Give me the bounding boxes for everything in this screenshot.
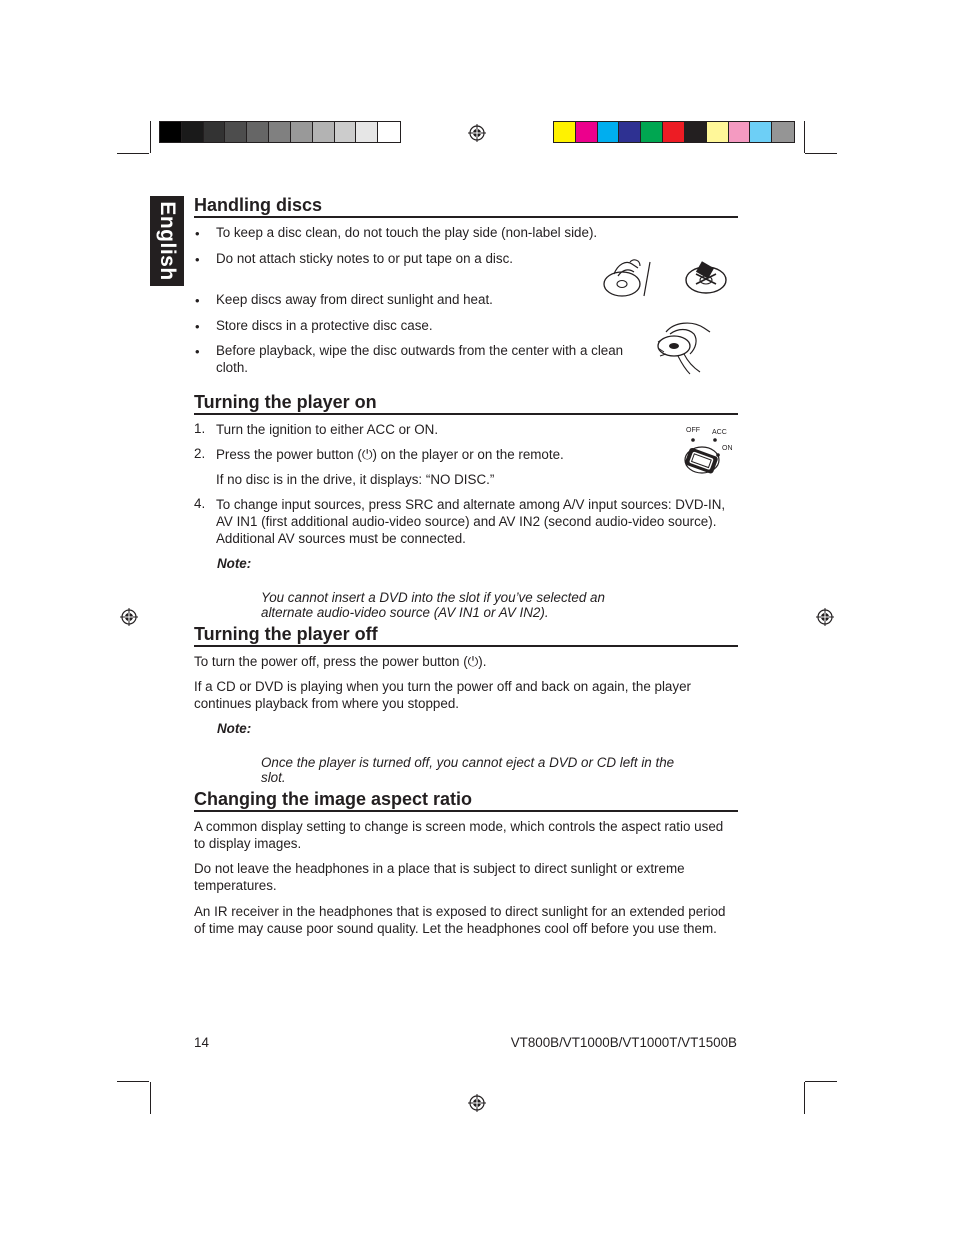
model-numbers: VT800B/VT1000B/VT1000T/VT1500B — [510, 1035, 737, 1050]
color-swatch — [598, 122, 620, 142]
hand-holding-disc-icon — [600, 256, 658, 300]
section-title-aspect-ratio: Changing the image aspect ratio — [194, 788, 738, 812]
bullet-icon: • — [195, 293, 200, 308]
taped-disc-icon — [682, 260, 730, 296]
crop-mark — [805, 153, 837, 154]
step-number: 1. — [194, 421, 206, 436]
step-text: Turn the ignition to either ACC or ON. — [216, 422, 439, 437]
crop-mark — [117, 153, 149, 154]
section-title-turning-off: Turning the player off — [194, 623, 738, 647]
ignition-key-icon — [672, 424, 742, 484]
note-text: Once the player is turned off, you cannot eject a DVD or CD left in the slot. — [261, 755, 675, 786]
registration-mark-icon — [468, 1094, 486, 1112]
color-swatch — [772, 122, 794, 142]
color-swatch — [378, 122, 400, 142]
color-swatch — [247, 122, 269, 142]
crop-mark — [150, 121, 151, 153]
ignition-label-acc: ACC — [712, 429, 727, 436]
step-text: Press the power button (⏻) on the player or on the remote. — [216, 447, 564, 462]
list-item: To keep a disc clean, do not touch the play side (non-label side). — [216, 225, 598, 240]
list-item: Keep discs away from direct sunlight and heat. — [216, 292, 493, 307]
ignition-diagram — [672, 424, 742, 484]
color-swatch — [619, 122, 641, 142]
page-number: 14 — [194, 1035, 209, 1050]
ignition-label-on: ON — [722, 445, 733, 452]
list-item: Store discs in a protective disc case. — [216, 318, 433, 333]
color-swatch — [160, 122, 182, 142]
list-item: Before playback, wipe the disc outwards from the center with a clean cloth. — [216, 343, 624, 375]
registration-mark-icon — [120, 608, 138, 626]
crop-mark — [804, 1082, 805, 1114]
color-swatch — [554, 122, 576, 142]
color-swatch — [707, 122, 729, 142]
color-swatch — [291, 122, 313, 142]
note-text: You cannot insert a DVD into the slot if you’ve selected an alternate audio-video source (AV IN1 or AV IN2). — [261, 590, 605, 621]
color-swatch — [750, 122, 772, 142]
color-swatch — [576, 122, 598, 142]
color-swatch — [269, 122, 291, 142]
color-swatch — [356, 122, 378, 142]
grayscale-calibration-bar — [159, 121, 401, 143]
wiping-disc-icon — [654, 318, 714, 376]
paragraph: To turn the power off, press the power button (⏻). — [194, 654, 487, 669]
crop-mark — [804, 121, 805, 153]
language-tab — [150, 196, 184, 286]
paragraph: Do not leave the headphones in a place that is subject to direct sunlight or extreme temperatures. — [194, 861, 685, 893]
paragraph: If a CD or DVD is playing when you turn the power off and back on again, the player continues playback from where you stopped. — [194, 679, 691, 711]
crop-mark — [150, 1082, 151, 1114]
step-subtext: If no disc is in the drive, it displays: “NO DISC.” — [216, 472, 495, 487]
color-swatch — [313, 122, 335, 142]
bullet-icon: • — [195, 319, 200, 334]
color-swatch — [335, 122, 357, 142]
color-calibration-bar — [553, 121, 795, 143]
color-swatch — [204, 122, 226, 142]
step-text: To change input sources, press SRC and alternate among A/V input sources: DVD-IN, AV IN1 (first additional audio-video source) and AV IN2 (second audio-video source). Additional AV sources must be connected. — [216, 497, 726, 546]
bullet-icon: • — [195, 252, 200, 267]
color-swatch — [641, 122, 663, 142]
step-number: 4. — [194, 496, 206, 511]
paragraph: An IR receiver in the headphones that is exposed to direct sunlight for an extended period of time may cause poor sound quality. Let the headphones cool off before you use them. — [194, 904, 726, 936]
registration-mark-icon — [468, 124, 486, 142]
registration-mark-icon — [816, 608, 834, 626]
ignition-label-off: OFF — [686, 427, 700, 434]
note-label: Note: — [217, 556, 252, 571]
section-title-handling-discs: Handling discs — [194, 194, 738, 218]
crop-mark — [117, 1081, 149, 1082]
color-swatch — [225, 122, 247, 142]
color-swatch — [685, 122, 707, 142]
bullet-icon: • — [195, 226, 200, 241]
note-label: Note: — [217, 721, 252, 736]
bullet-icon: • — [195, 344, 200, 359]
color-swatch — [182, 122, 204, 142]
section-title-turning-on: Turning the player on — [194, 391, 738, 415]
step-number: 2. — [194, 446, 206, 461]
language-tab-label: English — [156, 201, 179, 281]
color-swatch — [729, 122, 751, 142]
color-swatch — [663, 122, 685, 142]
list-item: Do not attach sticky notes to or put tape on a disc. — [216, 251, 513, 266]
paragraph: A common display setting to change is screen mode, which controls the aspect ratio used to display images. — [194, 819, 724, 851]
crop-mark — [805, 1081, 837, 1082]
